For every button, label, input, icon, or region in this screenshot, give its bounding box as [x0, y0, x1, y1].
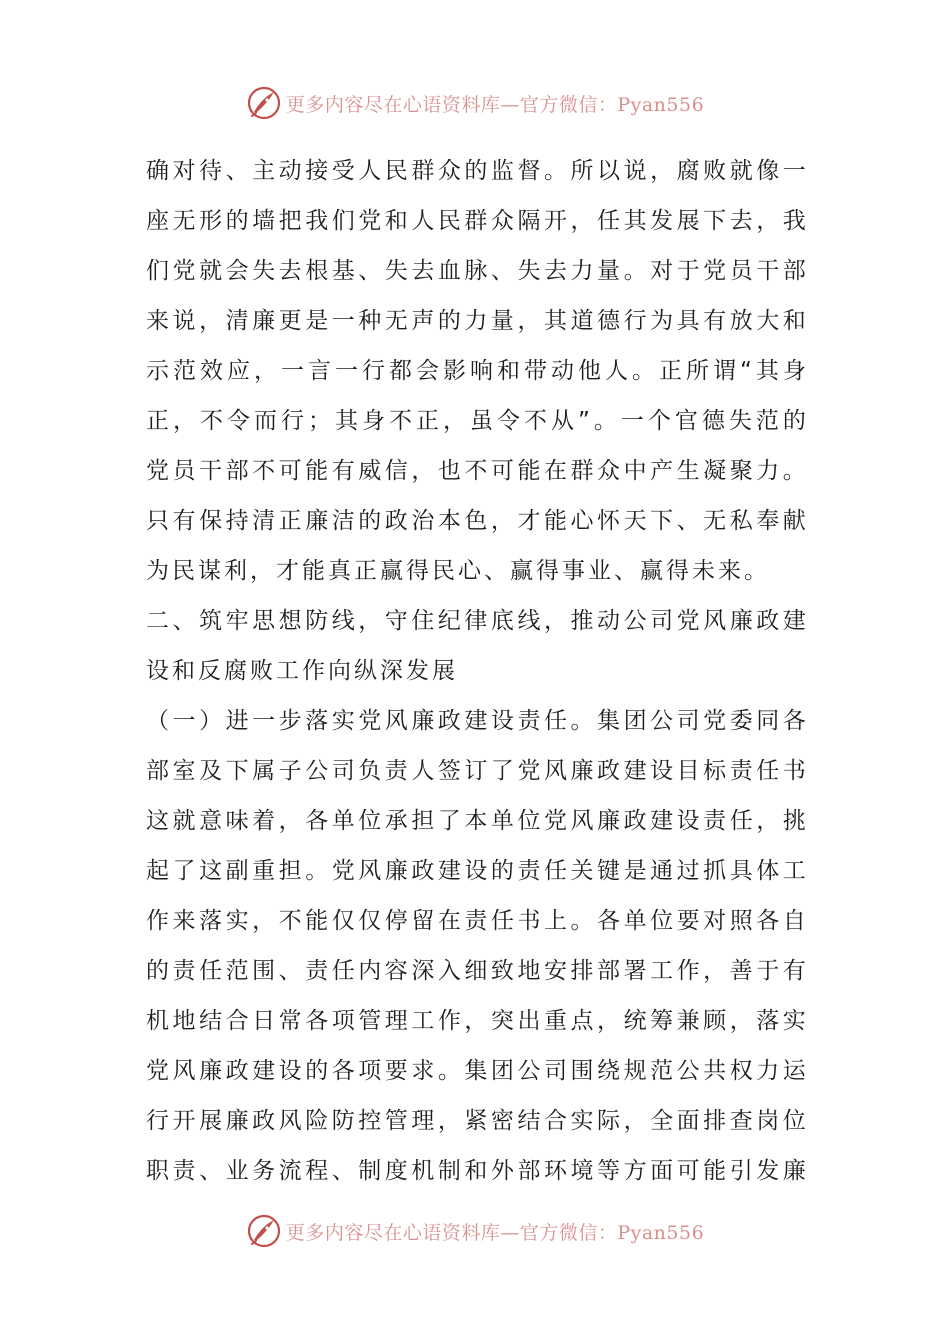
pen-nib-circle-logo-icon	[246, 85, 282, 121]
body-text-line: （ 一 ） 进 一 步 落 实 党 风 廉 政 建 设 责 任 。 集 团 公 司 党 委 同 各	[146, 708, 806, 734]
body-text-line: 党 风 廉 政 建 设 的 各 项 要 求 。 集 团 公 司 围 绕 规 范 公 共 权 力 运	[146, 1058, 806, 1084]
body-text-line: 作 来 落 实 ， 不 能 仅 仅 停 留 在 责 任 书 上 。 各 单 位 要 对 照 各 自	[146, 908, 806, 934]
body-text-line: 确 对 待 、 主 动 接 受 人 民 群 众 的 监 督 。 所 以 说 ， 腐 败 就 像 一	[146, 158, 806, 184]
body-text-line: 二 、 筑 牢 思 想 防 线 ， 守 住 纪 律 底 线 ， 推 动 公 司 党 风 廉 政 建	[146, 608, 806, 634]
body-text-line: 职 责 、 业 务 流 程 、 制 度 机 制 和 外 部 环 境 等 方 面 可 能 引 发 廉	[146, 1158, 806, 1184]
body-text-line: 示 范 效 应 ， 一 言 一 行 都 会 影 响 和 带 动 他 人 。 正 所 谓 “ 其 身	[146, 358, 806, 384]
pen-nib-circle-logo-icon	[246, 1213, 282, 1249]
body-text-line: 座 无 形 的 墙 把 我 们 党 和 人 民 群 众 隔 开 ， 任 其 发 展 下 去 ， 我	[146, 208, 806, 234]
header-banner	[0, 81, 950, 125]
body-text-line: 设 和 反 腐 败 工 作 向 纵 深 发 展	[146, 658, 455, 684]
body-text-line: 起 了 这 副 重 担 。 党 风 廉 政 建 设 的 责 任 关 键 是 通 过 抓 具 体 工	[146, 858, 806, 884]
body-text-line: 行 开 展 廉 政 风 险 防 控 管 理 ， 紧 密 结 合 实 际 ， 全 面 排 查 岗 位	[146, 1108, 806, 1134]
body-text-line: 党 员 干 部 不 可 能 有 威 信 ， 也 不 可 能 在 群 众 中 产 生 凝 聚 力 。	[146, 458, 806, 484]
document-body-text	[146, 146, 806, 1196]
body-text-line: 为 民 谋 利 ， 才 能 真 正 赢 得 民 心 、 赢 得 事 业 、 赢 得 未 来 。	[146, 558, 767, 584]
header-banner-text: 更多内容尽在心语资料库—官方微信：Pyan556	[285, 93, 705, 116]
body-text-line: 机 地 结 合 日 常 各 项 管 理 工 作 ， 突 出 重 点 ， 统 筹 兼 顾 ， 落 实	[146, 1008, 806, 1034]
body-text-line: 只 有 保 持 清 正 廉 洁 的 政 治 本 色 ， 才 能 心 怀 天 下 、 无 私 奉 献	[146, 508, 806, 534]
body-text-line: 正 ， 不 令 而 行 ； 其 身 不 正 ， 虽 令 不 从 ” 。 一 个 官 德 失 范 的	[146, 408, 806, 434]
body-text-line: 这 就 意 味 着 ， 各 单 位 承 担 了 本 单 位 党 风 廉 政 建 设 责 任 ， 挑	[146, 808, 806, 834]
body-text-line: 来 说 ， 清 廉 更 是 一 种 无 声 的 力 量 ， 其 道 德 行 为 具 有 放 大 和	[146, 308, 806, 334]
body-text-line: 的 责 任 范 围 、 责 任 内 容 深 入 细 致 地 安 排 部 署 工 作 ， 善 于 有	[146, 958, 806, 984]
body-text-line: 部 室 及 下 属 子 公 司 负 责 人 签 订 了 党 风 廉 政 建 设 目 标 责 任 书	[146, 758, 806, 784]
footer-banner	[0, 1209, 950, 1253]
footer-banner-text: 更多内容尽在心语资料库—官方微信：Pyan556	[285, 1221, 705, 1244]
body-text-line: 们 党 就 会 失 去 根 基 、 失 去 血 脉 、 失 去 力 量 。 对 于 党 员 干 部	[146, 258, 806, 284]
